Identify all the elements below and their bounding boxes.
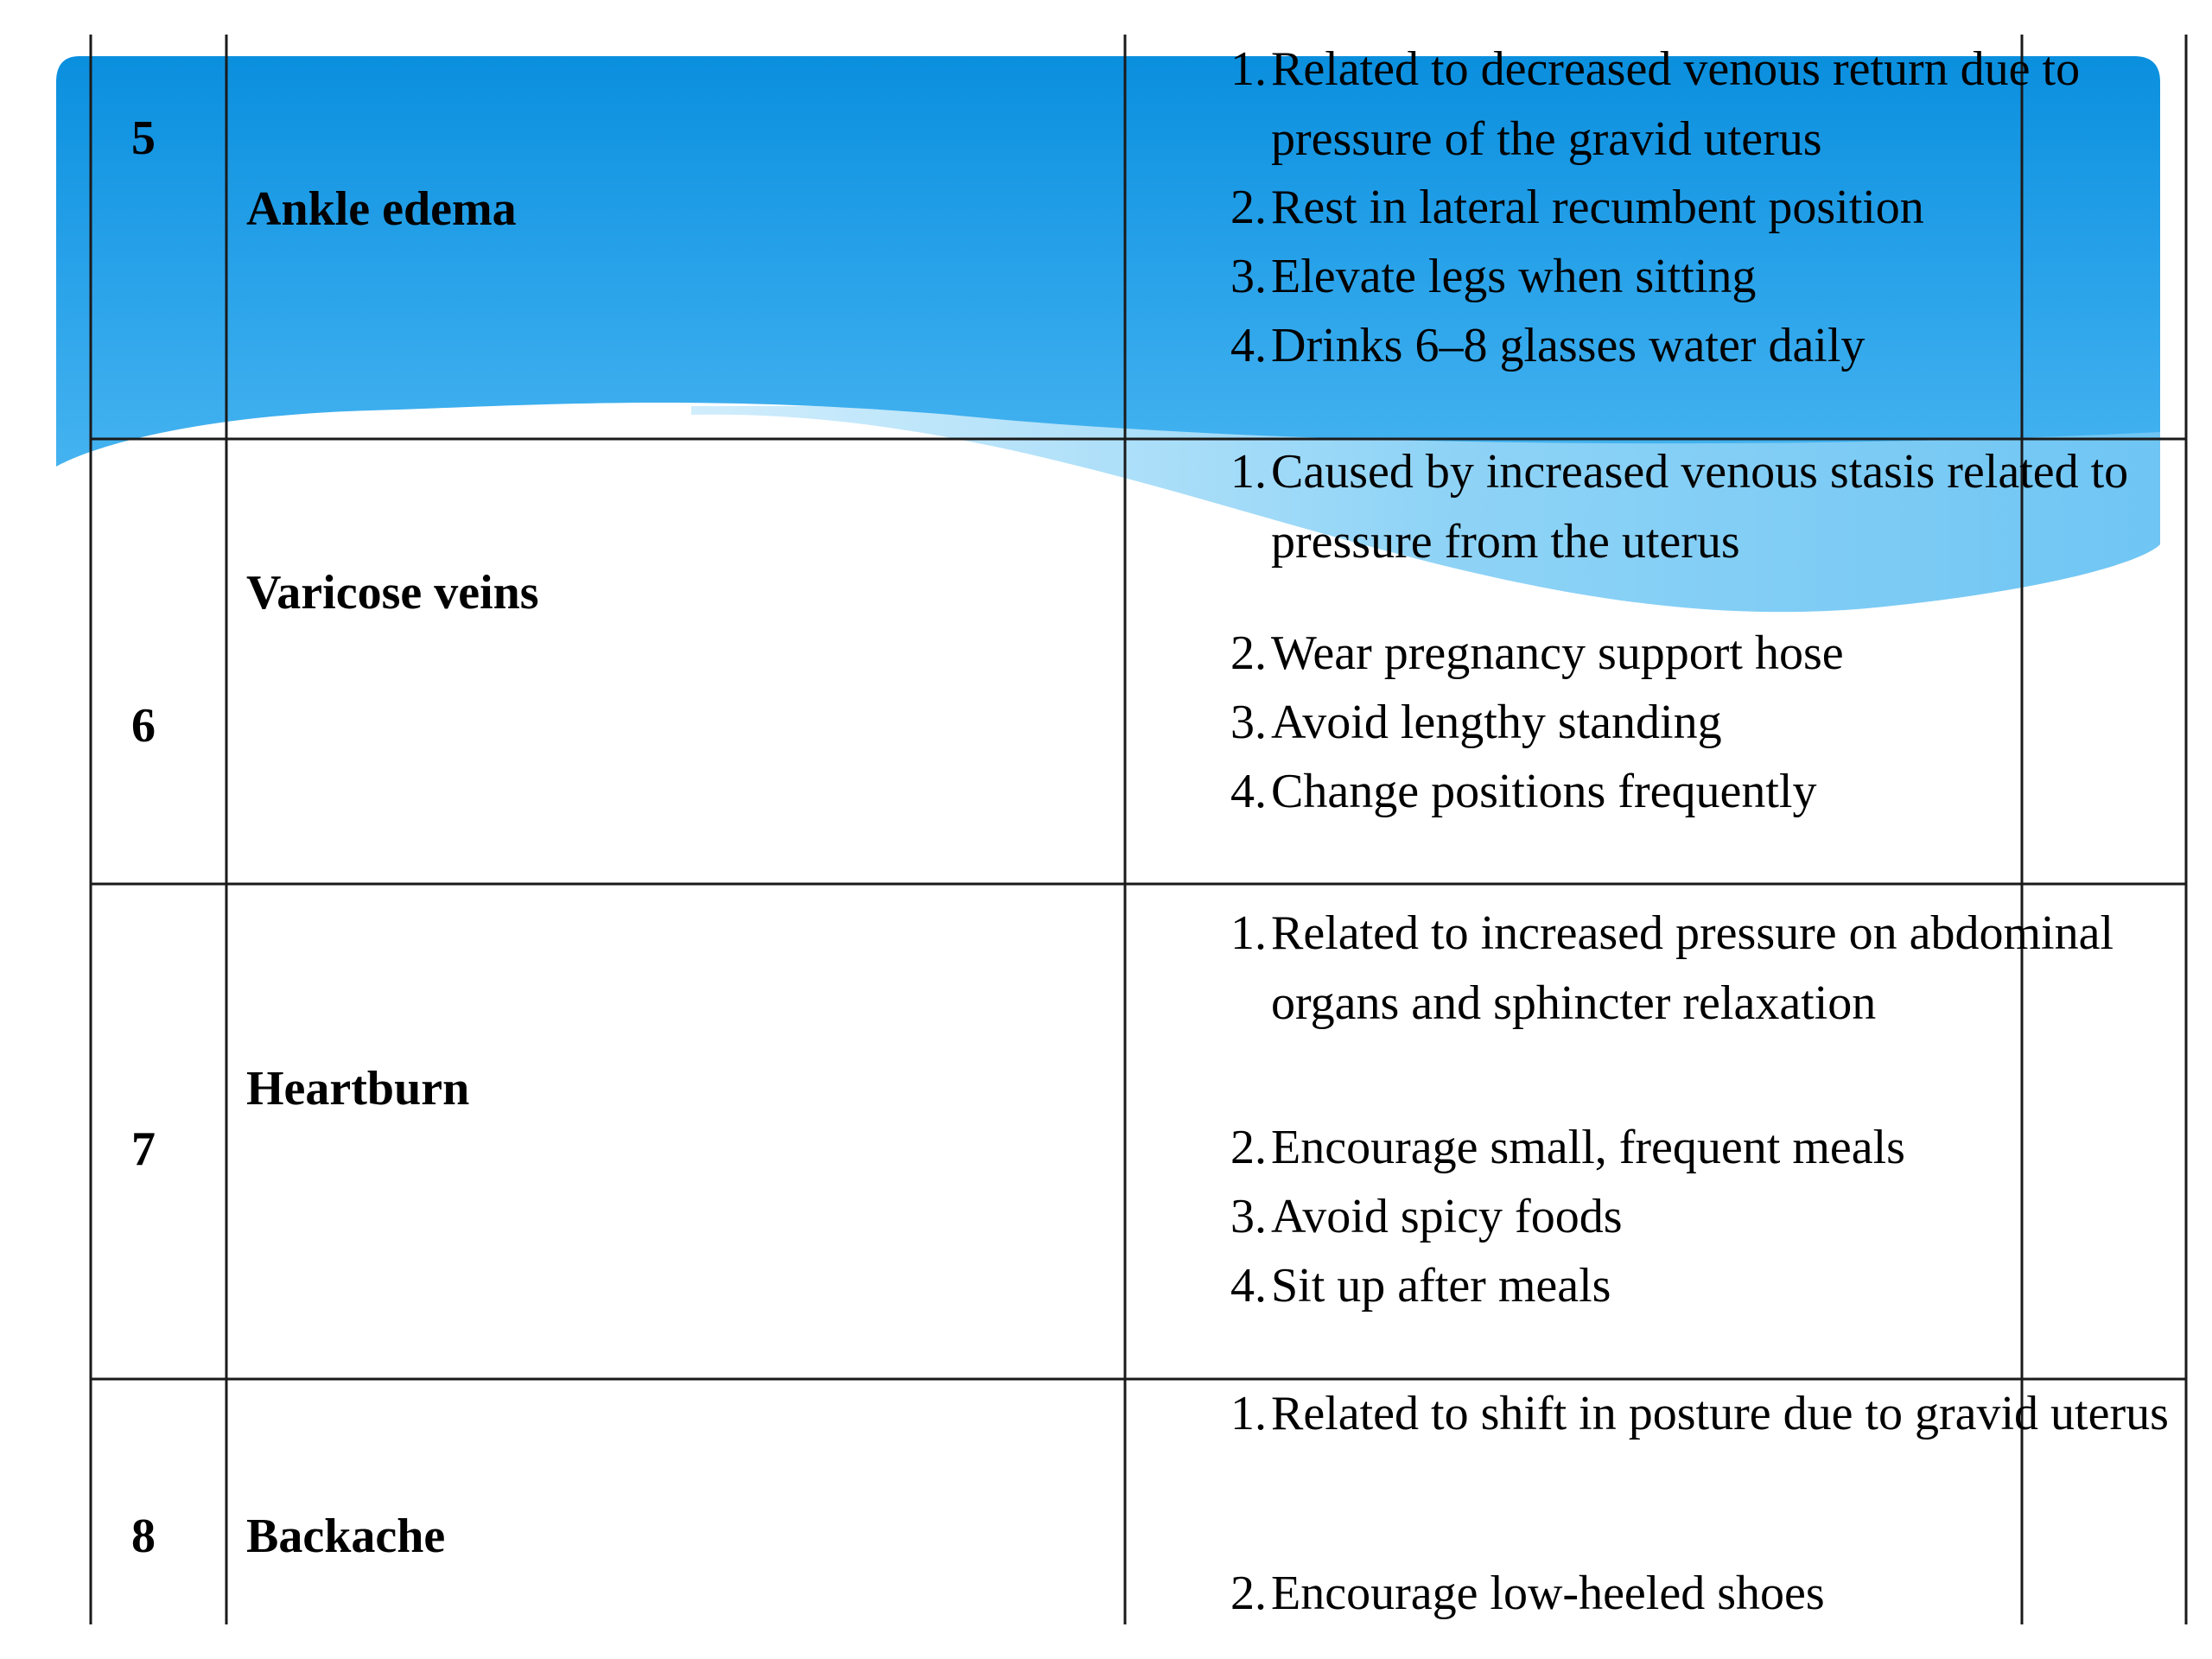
item-number: 2. (1230, 181, 1267, 234)
item-text: Encourage small, frequent meals (1271, 1121, 1905, 1174)
row-number: 8 (131, 1510, 156, 1563)
list-item (1230, 1113, 2207, 1183)
item-number: 2. (1230, 1567, 1267, 1620)
list-item (1230, 173, 2207, 243)
list-item (1230, 619, 2207, 689)
condition-name: Varicose veins (246, 566, 539, 620)
item-text: Elevate legs when sitting (1271, 250, 1757, 303)
item-number: 4. (1230, 765, 1267, 818)
row-number: 5 (131, 111, 156, 165)
list-item (1230, 35, 2207, 175)
list-item (1230, 1251, 2207, 1321)
item-text: Avoid spicy foods (1271, 1190, 1623, 1243)
list-item (1230, 1559, 2207, 1629)
item-text: Related to decreased venous return due to pressure of the gravid uterus (1271, 42, 2081, 166)
item-number: 2. (1230, 1121, 1267, 1174)
item-number: 2. (1230, 626, 1267, 680)
list-item (1230, 688, 2207, 758)
item-text: Wear pregnancy support hose (1271, 626, 1844, 680)
item-number: 3. (1230, 250, 1267, 303)
item-text: Caused by increased venous stasis related to pressure from the uterus (1271, 445, 2129, 569)
condition-name: Ankle edema (246, 182, 517, 236)
item-text: Rest in lateral recumbent position (1271, 181, 1924, 234)
condition-name: Backache (246, 1510, 446, 1563)
row-number: 6 (131, 699, 156, 753)
list-item (1230, 311, 2207, 381)
item-text: Avoid lengthy standing (1271, 696, 1722, 749)
item-text: Related to increased pressure on abdominal organs and sphincter relaxation (1271, 906, 2113, 1030)
item-number: 4. (1230, 1259, 1267, 1313)
item-number: 3. (1230, 1190, 1267, 1243)
item-text: Change positions frequently (1271, 765, 1817, 818)
item-text: Encourage low-heeled shoes (1271, 1567, 1825, 1620)
item-number: 1. (1230, 445, 1267, 499)
list-item (1230, 242, 2207, 312)
item-text: Drinks 6–8 glasses water daily (1271, 319, 1866, 372)
list-item (1230, 757, 2207, 827)
list-item (1230, 1182, 2207, 1252)
row-number: 7 (131, 1122, 156, 1176)
item-number: 1. (1230, 906, 1267, 960)
item-text: Sit up after meals (1271, 1259, 1611, 1313)
item-number: 1. (1230, 1387, 1267, 1440)
condition-name: Heartburn (246, 1062, 470, 1116)
list-item (1230, 899, 2207, 1039)
list-item (1230, 437, 2207, 577)
item-number: 4. (1230, 319, 1267, 372)
item-text: Related to shift in posture due to gravid uterus (1271, 1387, 2169, 1440)
list-item (1230, 1379, 2207, 1449)
item-number: 3. (1230, 696, 1267, 749)
item-number: 1. (1230, 42, 1267, 96)
